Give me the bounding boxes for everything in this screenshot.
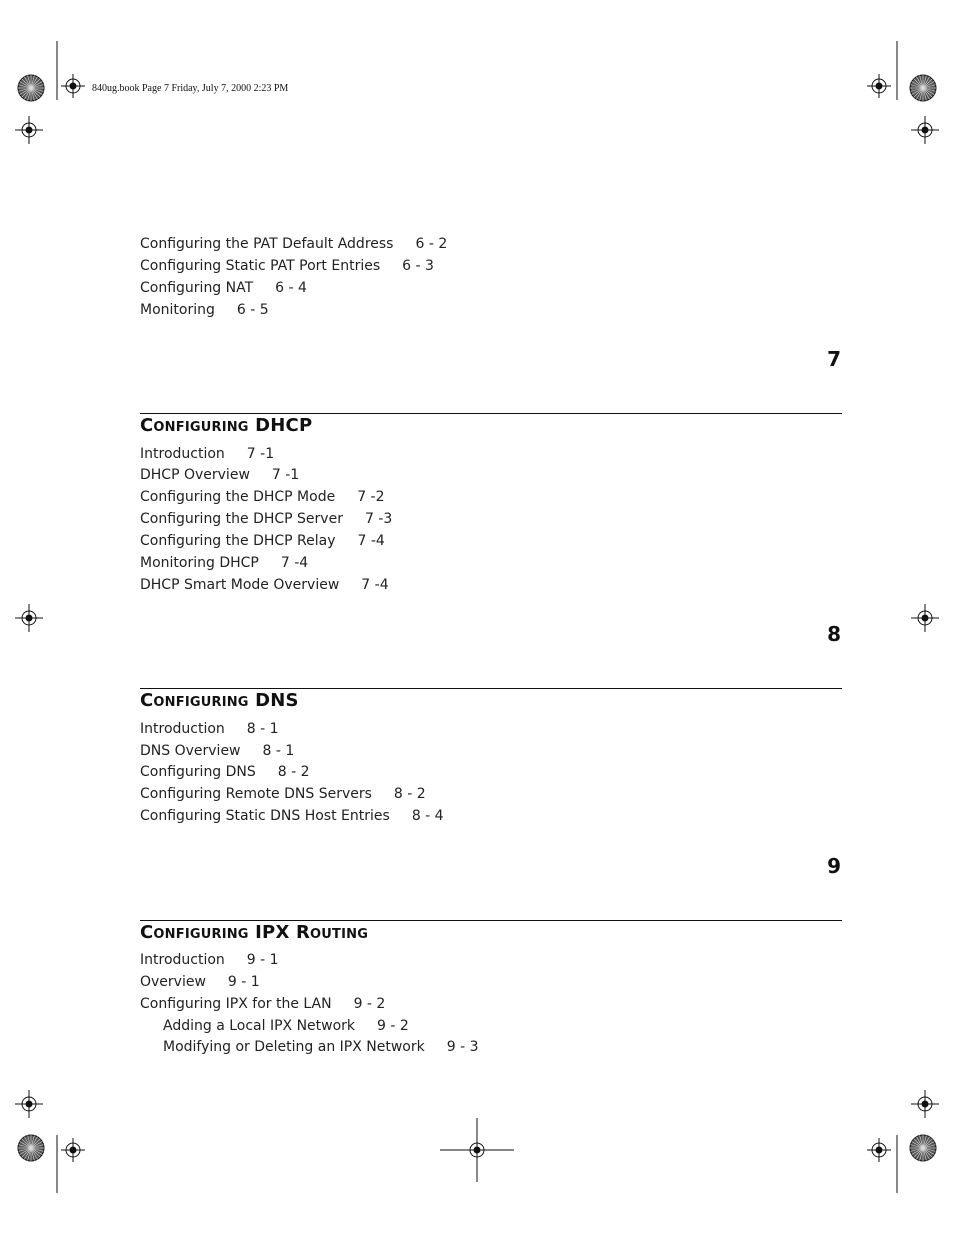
toc-entry: Configuring the DHCP Server 7 -3 (140, 511, 393, 527)
toc-entry: Introduction 7 -1 (140, 446, 275, 462)
chapter-number: 7 (827, 347, 841, 371)
chapter-title: Configuring IPX Routing (140, 922, 369, 943)
chapter-divider (140, 413, 842, 414)
toc-entry: Configuring Static PAT Port Entries 6 - 3 (140, 258, 434, 274)
chapter-number: 9 (827, 854, 841, 878)
toc-entry: Introduction 9 - 1 (140, 952, 279, 968)
toc-entry: Monitoring DHCP 7 -4 (140, 555, 309, 571)
toc-entry: Configuring DNS 8 - 2 (140, 764, 310, 780)
toc-entry: Overview 9 - 1 (140, 974, 260, 990)
toc-entry: DHCP Smart Mode Overview 7 -4 (140, 577, 389, 593)
toc-entry: Configuring the DHCP Relay 7 -4 (140, 533, 385, 549)
chapter-divider (140, 688, 842, 689)
toc-entry: Configuring the DHCP Mode 7 -2 (140, 489, 385, 505)
toc-entry: DNS Overview 8 - 1 (140, 743, 295, 759)
toc-entry: Configuring IPX for the LAN 9 - 2 (140, 996, 386, 1012)
toc-entry: Monitoring 6 - 5 (140, 302, 269, 318)
toc-subentry: Adding a Local IPX Network 9 - 2 (163, 1018, 409, 1034)
toc-entry: Configuring Remote DNS Servers 8 - 2 (140, 786, 426, 802)
toc-subentry: Modifying or Deleting an IPX Network 9 - 3 (163, 1039, 479, 1055)
chapter-title: Configuring DHCP (140, 415, 313, 436)
toc-entry: Configuring Static DNS Host Entries 8 - 4 (140, 808, 444, 824)
chapter-title: Configuring DNS (140, 690, 299, 711)
toc-entry: DHCP Overview 7 -1 (140, 467, 300, 483)
toc-entry: Configuring the PAT Default Address 6 - 2 (140, 236, 448, 252)
toc-entry: Configuring NAT 6 - 4 (140, 280, 307, 296)
chapter-number: 8 (827, 622, 841, 646)
chapter-divider (140, 920, 842, 921)
toc-entry: Introduction 8 - 1 (140, 721, 279, 737)
print-header-stamp: 840ug.book Page 7 Friday, July 7, 2000 2:23 PM (92, 83, 289, 94)
